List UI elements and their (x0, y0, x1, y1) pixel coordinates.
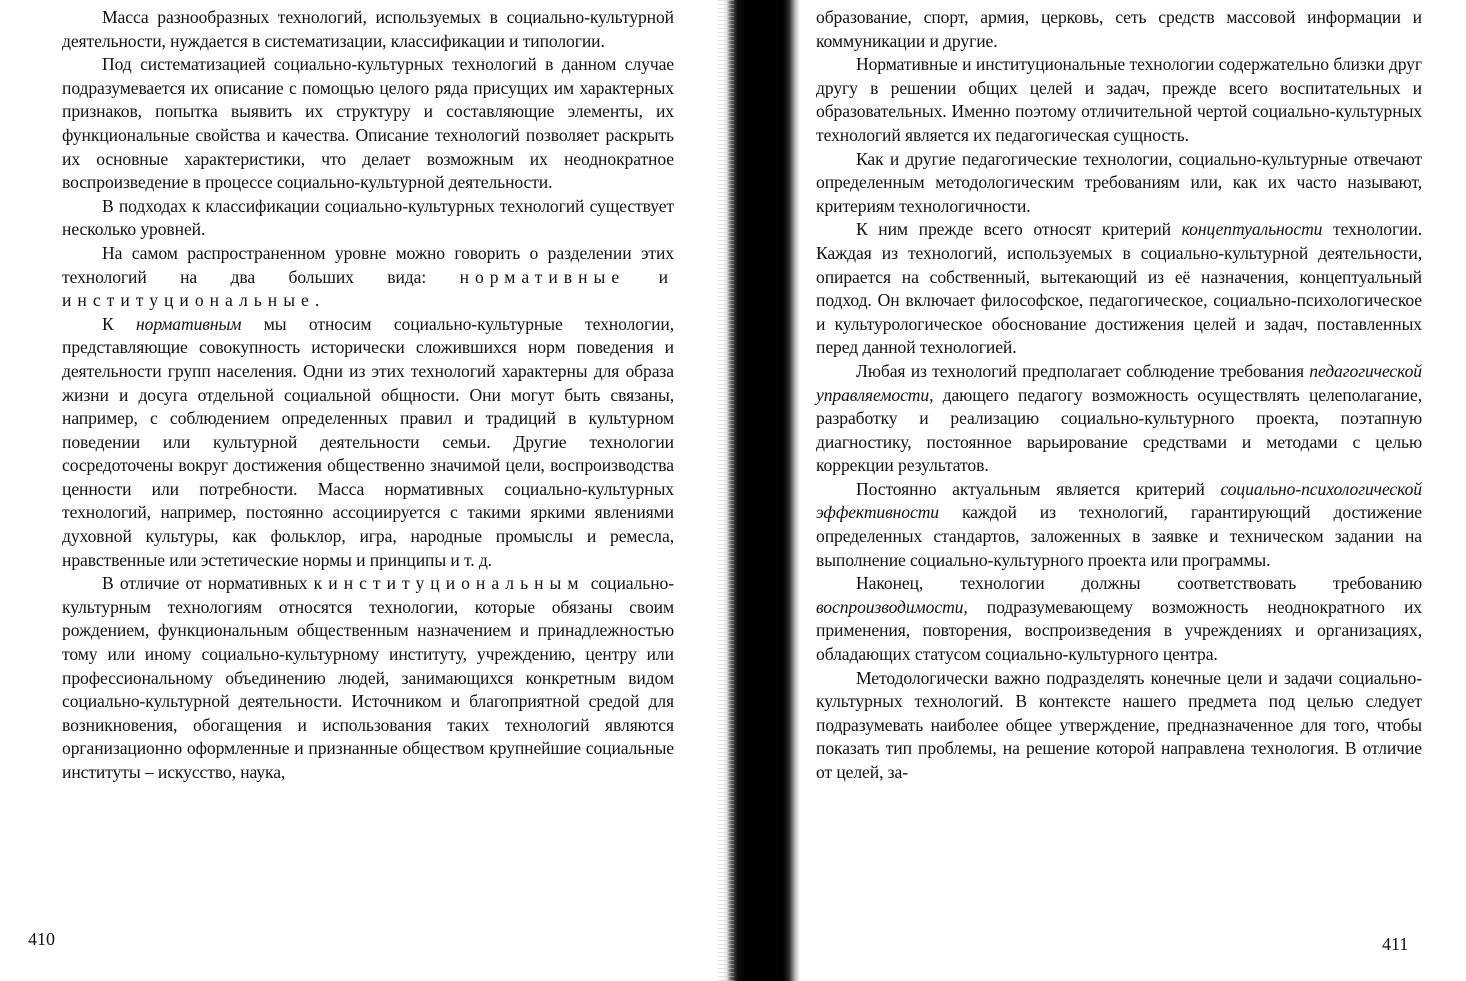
paragraph: Масса разнообразных технологий, используемых в социально-культурной деятельности, нуждается в систематизации, классификации и типологии. (62, 7, 674, 51)
text-run: На самом распространенном уровне можно говорить о разделении этих технологий на два больших вида: (62, 242, 674, 287)
italic-term: воспроизводимости, (816, 596, 968, 617)
paragraph (62, 572, 674, 784)
page-number: 410 (28, 929, 55, 949)
italic-term: социально-психологической эффективности (816, 478, 1422, 523)
paragraph: Методологически важно подразделять конечные цели и задачи социально-культурных технологий. В контексте нашего предмета под целью следует подразумевать наиболее общее утверждение, предназначенное для того, чтобы показать тип проблемы, на решение которой направлена технология. В отличие от целей, за- (816, 667, 1422, 782)
text-run: К (102, 313, 137, 334)
left-page (0, 0, 720, 981)
right-page-text (816, 6, 1422, 785)
paragraph: Нормативные и институциональные технологии содержательно близки друг другу в решении общих целей и задач, прежде всего воспитательных и образовательных. Именно поэтому отличительной чертой социально-культурных технологий является их педагогическая сущность. (816, 54, 1422, 145)
text-run (625, 267, 658, 287)
italic-term: концептуальности (1181, 219, 1323, 240)
italic-term: нормативным (136, 313, 242, 334)
spaced-term: нормативные (459, 266, 626, 287)
spaced-term: и институциональные (62, 266, 674, 311)
text-run: В отличие от нормативных к (102, 573, 329, 594)
text-run: мы относим социально-культурные технологии, представляющие совокупность исторически сложившихся норм поведения и деятельности групп населения. Одни из этих технологий характерны для образа жизни и досуга отдельной социальной общности. Они могут быть связаны, например, с соблюдением определенных правил и традиций в культурном поведении или культурной деятельности семьи. Другие технологии сосредоточены вокруг достижения общественно значимой цели, воспроизводства ценности или потребности. Масса нормативных социально-культурных технологий, например, постоянно ассоциируется с такими яркими явлениями духовной культуры, как фольклор, игра, народные промыслы и ремесла, нравственные или эстетические нормы и принципы и т. д. (62, 313, 674, 570)
text-run: К ним прежде всего относят критерий (856, 219, 1182, 240)
book-spine-edge (718, 0, 734, 981)
text-run: Наконец, технологии должны соответствовать требованию (856, 573, 1422, 594)
text-run: социально-культурным технологиям относятся технологии, которые обязаны своим рождением, функциональным общественным назначением и принадлежностью тому или иному социально-культурному институту, учреждению, центру или профессиональному объединению людей, занимающихся конкретным видом социально-культурной деятельности. Источником и благоприятной средой для возникновения, обогащения и использования таких технологий являются организационно оформленные и признанные обществом крупнейшие социальные институты – искусство, наука, (62, 573, 675, 782)
paragraph: В подходах к классификации социально-культурных технологий существует несколько уровней. (62, 195, 674, 240)
paragraph (62, 313, 674, 573)
paragraph: Под систематизацией социально-культурных технологий в данном случае подразумевается их описание с помощью целого ряда присущих им характерных признаков, попытка выявить их структуру и составляющие элементы, их функциональные свойства и качества. Описание технологий позволяет раскрыть их основные характеристики, что делает возможным их неоднократное воспроизведение в процессе социально-культурной деятельности. (62, 54, 674, 193)
left-page-text (62, 6, 674, 785)
paragraph (816, 218, 1422, 360)
paragraph: Как и другие педагогические технологии, социально-культурные отвечают определенным методологическим требованиям или, как их часто называют, критериям технологичности. (816, 148, 1422, 216)
text-run: технологии. Каждая из технологий, используемых в социально-культурной деятельности, опирается на собственный, вытекающий из её назначения, концептуальный подход. Он включает философское, педагогическое, социально-психологическое и культурологическое обоснование достижения целей и задач, поставленных перед данной технологией. (816, 219, 1423, 358)
italic-term: педагогической управляемости, (816, 360, 1422, 405)
paragraph (62, 242, 674, 313)
paragraph (816, 360, 1422, 478)
text-run: дающего педагогу возможность осуществлять целеполагание, разработку и реализацию социально-культурного проекта, поэтапную диагностику, постоянное варьирование средствами и методами с целью коррекции результатов. (816, 384, 1422, 476)
text-run: Любая из технологий предполагает соблюдение требования (856, 360, 1310, 381)
text-run: Постоянно актуальным является критерий (856, 478, 1221, 499)
right-page (800, 0, 1466, 981)
text-run: подразумевающему возможность неоднократного их применения, повторения, воспроизведения в учреждениях и организациях, обладающих статусом социально-культурного центра. (816, 596, 1422, 665)
page-number: 411 (1382, 934, 1409, 954)
paragraph (816, 478, 1422, 572)
paragraph: образование, спорт, армия, церковь, сеть средств массовой информации и коммуникации и другие. (816, 7, 1422, 51)
text-run: . (314, 290, 320, 311)
text-run: каждой из технологий, гарантирующий достижение определенных стандартов, заложенных в заявке и техническом задании на выполнение социально-культурного проекта или программы. (816, 502, 1422, 570)
paragraph (816, 572, 1422, 666)
spaced-term: институциональным (328, 573, 585, 594)
